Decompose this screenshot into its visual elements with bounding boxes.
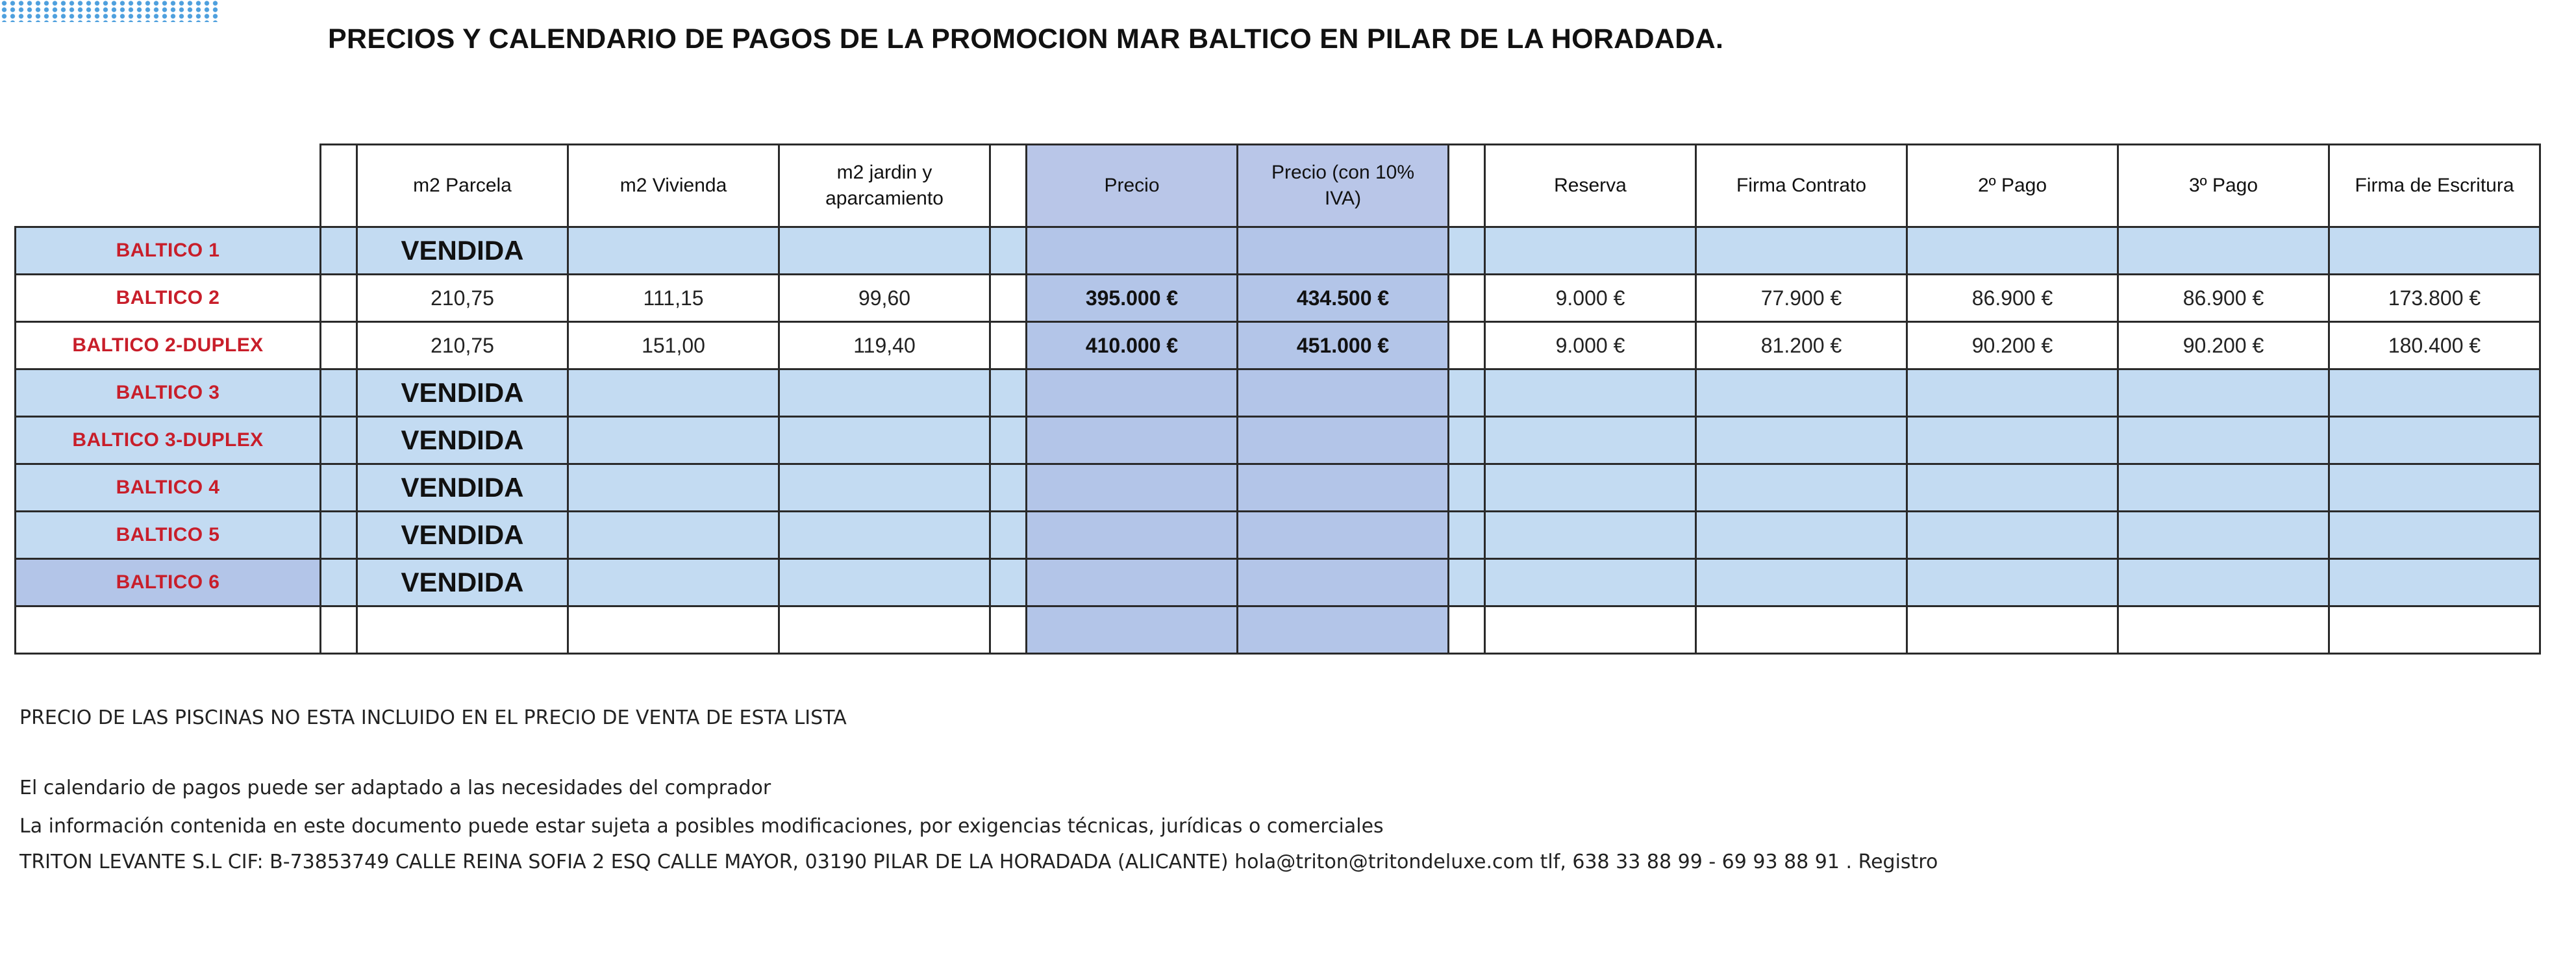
empty-cell <box>2118 559 2329 606</box>
spacer-cell <box>990 369 1027 417</box>
row-name: BALTICO 4 <box>16 464 321 512</box>
empty-cell <box>1027 606 1238 654</box>
empty-cell <box>1907 464 2118 512</box>
empty-cell <box>2329 606 2540 654</box>
logo-dots <box>0 0 221 22</box>
note-calendar: El calendario de pagos puede ser adaptado a las necesidades del comprador <box>19 777 771 799</box>
empty-cell <box>1027 369 1238 417</box>
empty-cell <box>2329 512 2540 559</box>
header-precio-iva-line2: IVA) <box>1324 188 1362 209</box>
table-row <box>16 227 2540 275</box>
table-row <box>16 322 2540 369</box>
sold-status: VENDIDA <box>357 227 568 275</box>
spacer-cell <box>1449 322 1485 369</box>
empty-cell <box>568 227 779 275</box>
spacer-cell <box>321 417 357 464</box>
empty-cell <box>1907 512 2118 559</box>
empty-cell <box>1238 417 1449 464</box>
empty-cell <box>1696 417 1907 464</box>
spacer-cell <box>321 606 357 654</box>
table-row-empty <box>16 606 2540 654</box>
page-title: PRECIOS Y CALENDARIO DE PAGOS DE LA PROMOCION MAR BALTICO EN PILAR DE LA HORADADA. <box>328 23 1724 55</box>
empty-cell <box>1907 227 2118 275</box>
spacer-cell <box>321 559 357 606</box>
empty-cell <box>1485 606 1696 654</box>
empty-cell <box>2329 417 2540 464</box>
table-row <box>16 275 2540 322</box>
header-firma-escritura: Firma de Escritura <box>2329 145 2540 227</box>
spacer-cell <box>1449 559 1485 606</box>
spacer-cell <box>321 322 357 369</box>
pago3-cell: 90.200 € <box>2118 322 2329 369</box>
spacer-cell <box>990 559 1027 606</box>
empty-cell <box>1027 227 1238 275</box>
empty-cell <box>1907 369 2118 417</box>
header-precio: Precio <box>1027 145 1238 227</box>
header-vivienda: m2 Vivienda <box>568 145 779 227</box>
row-name: BALTICO 2-DUPLEX <box>16 322 321 369</box>
empty-cell <box>1696 606 1907 654</box>
sold-status: VENDIDA <box>357 369 568 417</box>
spacer-cell <box>1449 417 1485 464</box>
note-pool: PRECIO DE LAS PISCINAS NO ESTA INCLUIDO EN EL PRECIO DE VENTA DE ESTA LISTA <box>19 706 847 729</box>
empty-cell <box>568 369 779 417</box>
empty-cell <box>2329 369 2540 417</box>
spacer-cell <box>321 369 357 417</box>
row-name: BALTICO 3 <box>16 369 321 417</box>
table-row <box>16 512 2540 559</box>
header-row <box>16 145 2540 227</box>
precio-iva-cell: 434.500 € <box>1238 275 1449 322</box>
row-name: BALTICO 2 <box>16 275 321 322</box>
empty-cell <box>2118 227 2329 275</box>
empty-cell <box>2329 559 2540 606</box>
empty-cell <box>779 369 990 417</box>
header-precio-iva-line1: Precio (con 10% <box>1271 161 1415 183</box>
sold-status: VENDIDA <box>357 417 568 464</box>
empty-cell <box>1485 369 1696 417</box>
empty-cell <box>779 559 990 606</box>
empty-cell <box>2118 606 2329 654</box>
empty-cell <box>779 606 990 654</box>
vivienda-cell: 151,00 <box>568 322 779 369</box>
empty-cell <box>1485 559 1696 606</box>
sold-status: VENDIDA <box>357 512 568 559</box>
note-info: La información contenida en este documento puede estar sujeta a posibles modificaciones, por exigencias técnicas, jurídicas o comerciales <box>19 815 1384 838</box>
header-spacer <box>1449 145 1485 227</box>
spacer-cell <box>990 322 1027 369</box>
parcela-cell: 210,75 <box>357 322 568 369</box>
header-reserva: Reserva <box>1485 145 1696 227</box>
empty-cell <box>357 606 568 654</box>
jardin-cell: 119,40 <box>779 322 990 369</box>
empty-cell <box>1027 464 1238 512</box>
empty-cell <box>16 606 321 654</box>
firma-contrato-cell: 77.900 € <box>1696 275 1907 322</box>
pago2-cell: 90.200 € <box>1907 322 2118 369</box>
precio-iva-cell: 451.000 € <box>1238 322 1449 369</box>
empty-cell <box>1238 227 1449 275</box>
empty-cell <box>1696 559 1907 606</box>
header-jardin-line1: m2 jardin y <box>836 161 932 183</box>
empty-cell <box>1485 417 1696 464</box>
header-parcela: m2 Parcela <box>357 145 568 227</box>
empty-cell <box>568 464 779 512</box>
spacer-cell <box>990 227 1027 275</box>
empty-cell <box>1238 512 1449 559</box>
empty-cell <box>779 227 990 275</box>
header-blank <box>16 145 321 227</box>
spacer-cell <box>990 464 1027 512</box>
row-name: BALTICO 5 <box>16 512 321 559</box>
spacer-cell <box>1449 606 1485 654</box>
empty-cell <box>2329 464 2540 512</box>
reserva-cell: 9.000 € <box>1485 322 1696 369</box>
empty-cell <box>2329 227 2540 275</box>
pago3-cell: 86.900 € <box>2118 275 2329 322</box>
empty-cell <box>1696 369 1907 417</box>
empty-cell <box>779 417 990 464</box>
firma-escritura-cell: 180.400 € <box>2329 322 2540 369</box>
spacer-cell <box>1449 369 1485 417</box>
spacer-cell <box>321 512 357 559</box>
spacer-cell <box>1449 464 1485 512</box>
header-firma-contrato: Firma Contrato <box>1696 145 1907 227</box>
spacer-cell <box>321 227 357 275</box>
empty-cell <box>2118 464 2329 512</box>
spacer-cell <box>990 275 1027 322</box>
header-spacer <box>990 145 1027 227</box>
spacer-cell <box>321 275 357 322</box>
table-row <box>16 464 2540 512</box>
header-jardin <box>779 145 990 227</box>
header-precio-iva <box>1238 145 1449 227</box>
empty-cell <box>1696 227 1907 275</box>
table-row <box>16 417 2540 464</box>
firma-escritura-cell: 173.800 € <box>2329 275 2540 322</box>
empty-cell <box>568 559 779 606</box>
precio-cell: 395.000 € <box>1027 275 1238 322</box>
header-jardin-line2: aparcamiento <box>825 188 944 209</box>
empty-cell <box>1027 512 1238 559</box>
parcela-cell: 210,75 <box>357 275 568 322</box>
sold-status: VENDIDA <box>357 559 568 606</box>
empty-cell <box>1027 559 1238 606</box>
empty-cell <box>568 512 779 559</box>
precio-cell: 410.000 € <box>1027 322 1238 369</box>
spacer-cell <box>1449 275 1485 322</box>
empty-cell <box>2118 417 2329 464</box>
spacer-cell <box>990 606 1027 654</box>
reserva-cell: 9.000 € <box>1485 275 1696 322</box>
empty-cell <box>1696 512 1907 559</box>
empty-cell <box>779 464 990 512</box>
empty-cell <box>1907 559 2118 606</box>
empty-cell <box>2118 512 2329 559</box>
firma-contrato-cell: 81.200 € <box>1696 322 1907 369</box>
header-spacer <box>321 145 357 227</box>
price-table <box>14 144 2541 655</box>
empty-cell <box>1485 512 1696 559</box>
empty-cell <box>1238 369 1449 417</box>
spacer-cell <box>990 417 1027 464</box>
vivienda-cell: 111,15 <box>568 275 779 322</box>
empty-cell <box>1238 559 1449 606</box>
spacer-cell <box>990 512 1027 559</box>
header-pago3: 3º Pago <box>2118 145 2329 227</box>
empty-cell <box>1485 464 1696 512</box>
row-name: BALTICO 1 <box>16 227 321 275</box>
empty-cell <box>1238 606 1449 654</box>
empty-cell <box>1485 227 1696 275</box>
jardin-cell: 99,60 <box>779 275 990 322</box>
table-row <box>16 559 2540 606</box>
sold-status: VENDIDA <box>357 464 568 512</box>
pago2-cell: 86.900 € <box>1907 275 2118 322</box>
empty-cell <box>1696 464 1907 512</box>
empty-cell <box>1027 417 1238 464</box>
empty-cell <box>1907 606 2118 654</box>
header-pago2: 2º Pago <box>1907 145 2118 227</box>
row-name: BALTICO 6 <box>16 559 321 606</box>
empty-cell <box>1907 417 2118 464</box>
note-company: TRITON LEVANTE S.L CIF: B-73853749 CALLE REINA SOFIA 2 ESQ CALLE MAYOR, 03190 PILAR DE LA HORADADA (ALICANTE) hola@triton@tritondeluxe.com tlf, 638 33 88 99 - 69 93 88 91 . Registro <box>19 851 1938 873</box>
row-name: BALTICO 3-DUPLEX <box>16 417 321 464</box>
spacer-cell <box>321 464 357 512</box>
empty-cell <box>779 512 990 559</box>
empty-cell <box>1238 464 1449 512</box>
empty-cell <box>568 606 779 654</box>
empty-cell <box>2118 369 2329 417</box>
table-row <box>16 369 2540 417</box>
empty-cell <box>568 417 779 464</box>
spacer-cell <box>1449 512 1485 559</box>
spacer-cell <box>1449 227 1485 275</box>
